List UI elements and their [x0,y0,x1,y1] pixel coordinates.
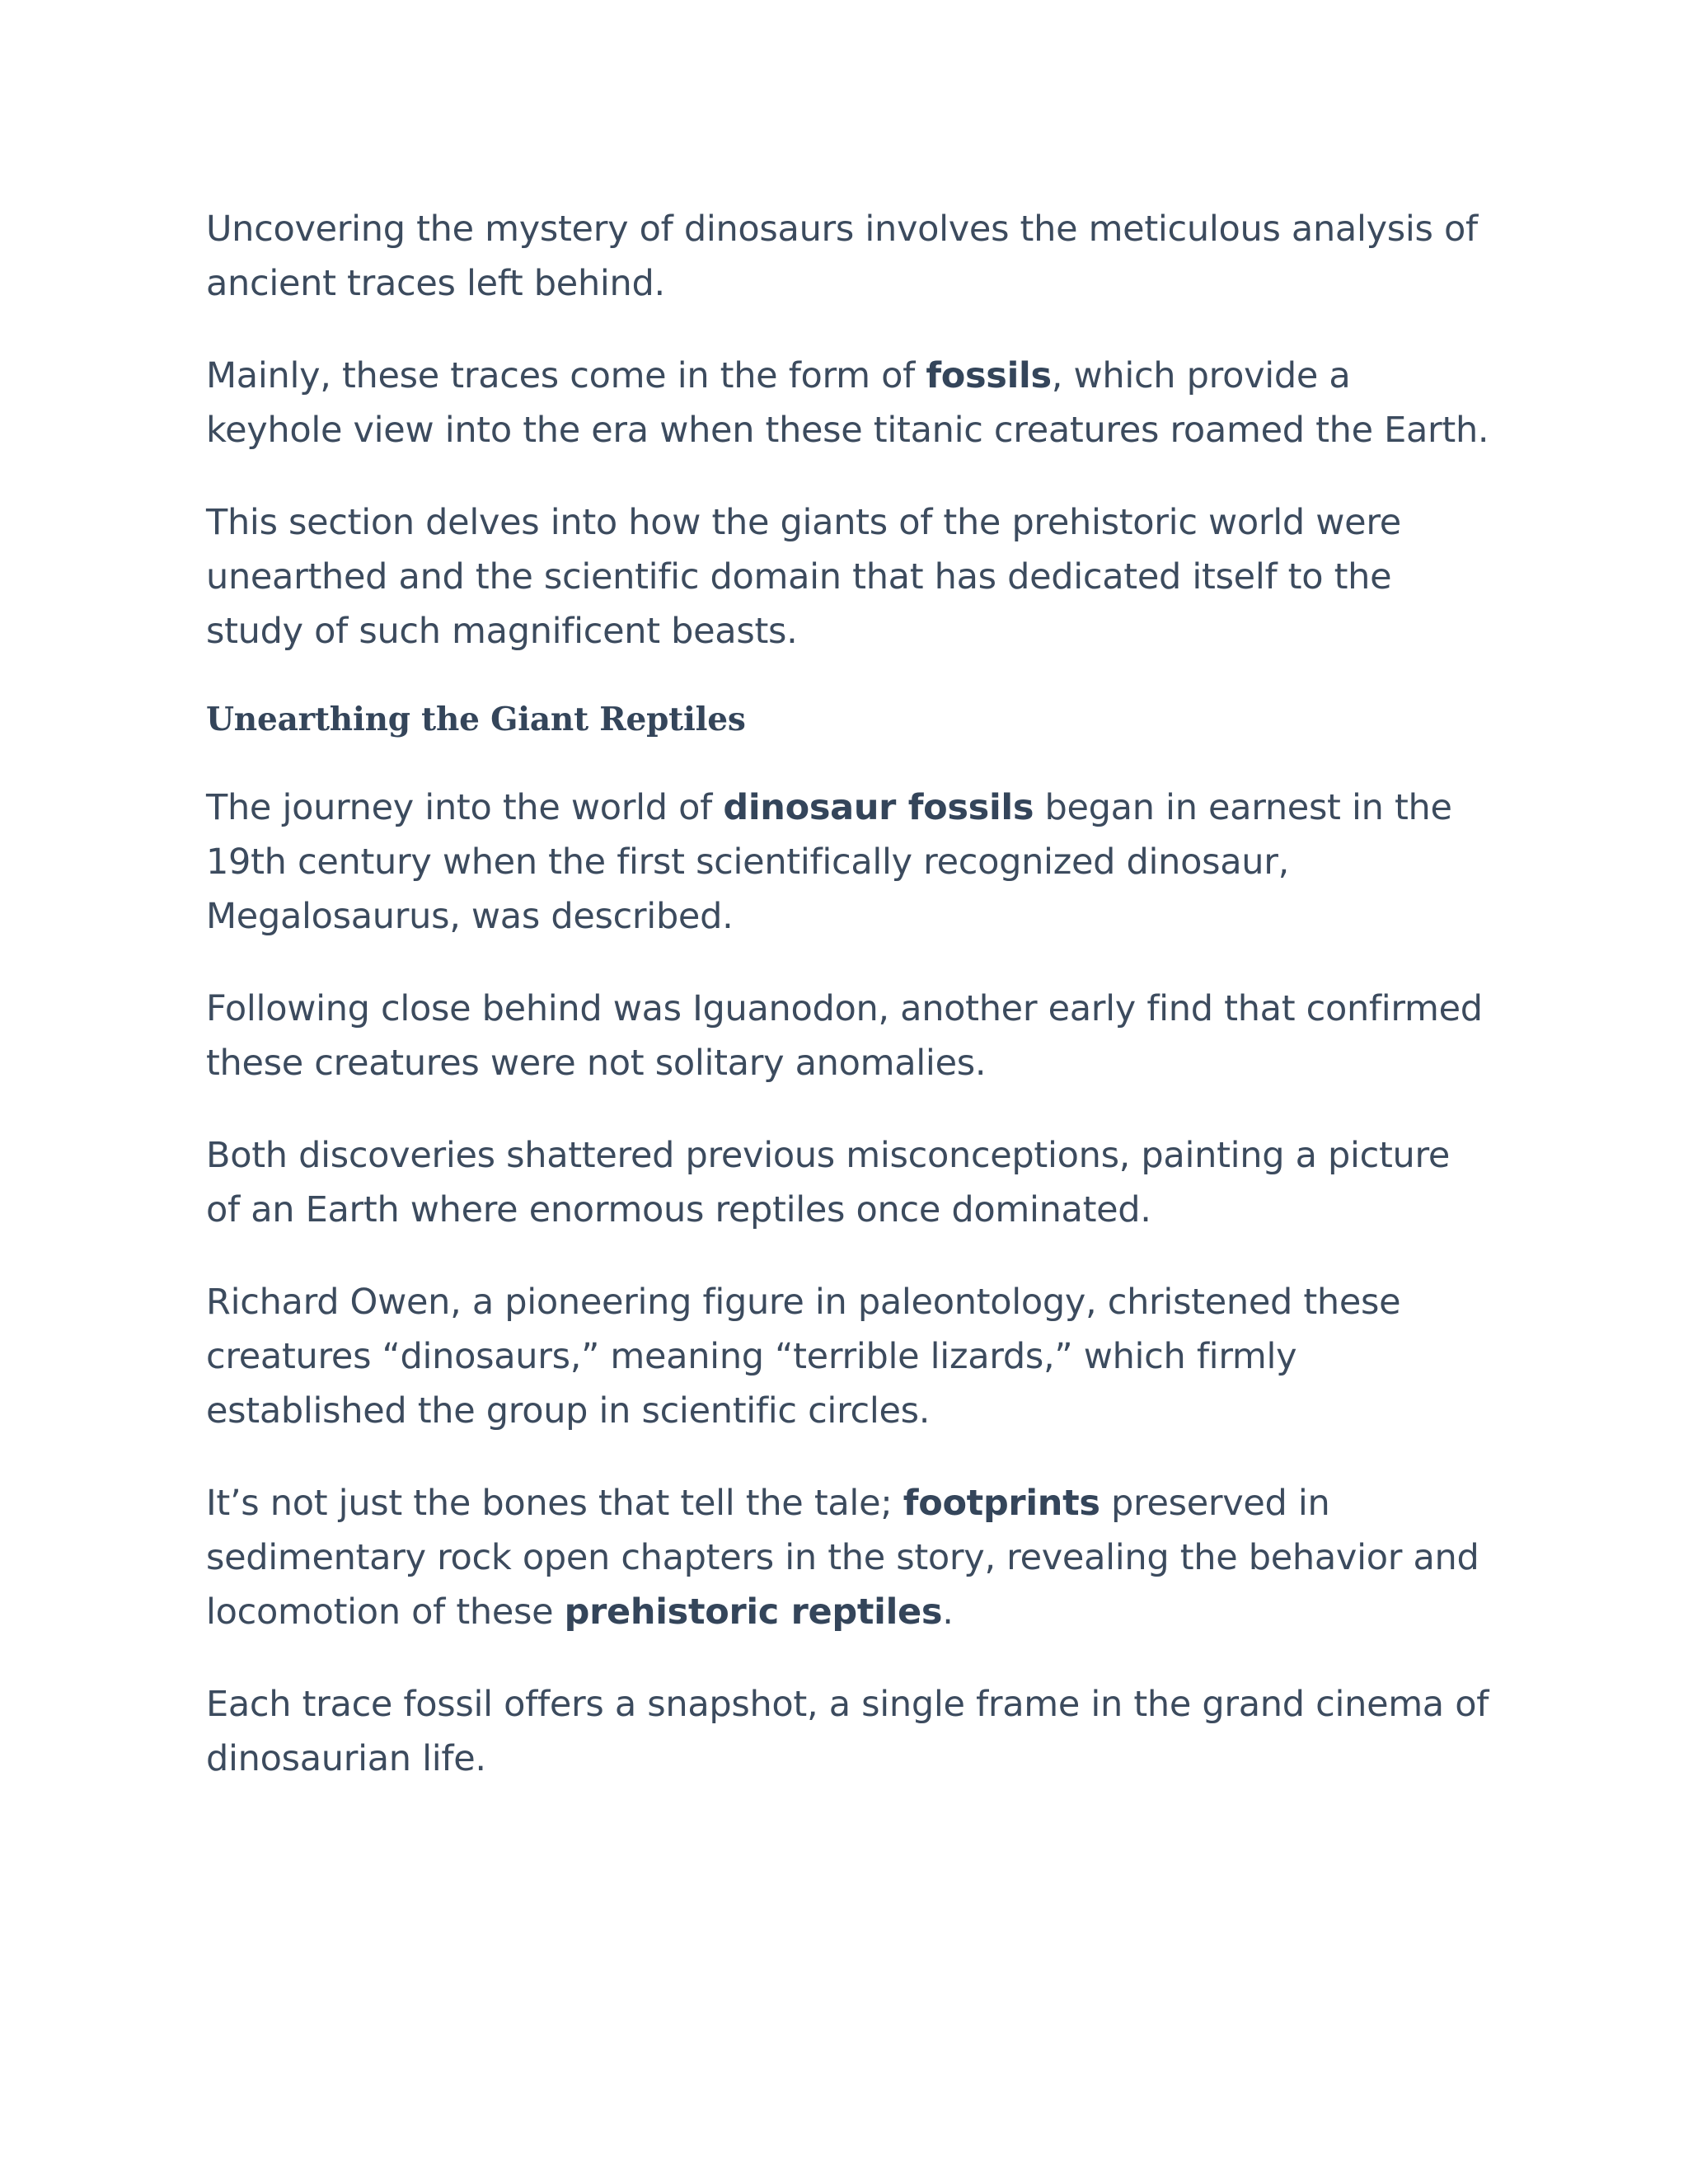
text-run: Richard Owen, a pioneering figure in paleontology, christened these creatures “dinosaurs,” meaning “terrible lizards,” which firmly established the group in scientific circles. [206,1282,1401,1432]
text-run: Each trace fossil offers a snapshot, a single frame in the grand cinema of dinosaurian life. [206,1684,1489,1779]
paragraph-section-2 [206,982,1492,1090]
bold-term-prehistoric-reptiles: prehistoric reptiles [564,1591,943,1633]
paragraph-intro-1 [206,202,1492,311]
text-run: Uncovering the mystery of dinosaurs involves the meticulous analysis of ancient traces left behind. [206,209,1478,304]
text-run: Both discoveries shattered previous misconceptions, painting a picture of an Earth where enormous reptiles once dominated. [206,1135,1451,1230]
bold-term-fossils: fossils [926,355,1052,396]
paragraph-section-3 [206,1128,1492,1237]
document-body [206,202,1492,1824]
text-run: began in earnest in the 19th century when the first scientifically recognized dinosaur, Megalosaurus, was described. [206,787,1452,937]
text-run: Following close behind was Iguanodon, another early find that confirmed these creatures were not solitary anomalies. [206,988,1483,1084]
text-run: It’s not just the bones that tell the tale; [206,1483,903,1524]
section-heading: Unearthing the Giant Reptiles [206,701,746,738]
text-run: This section delves into how the giants of the prehistoric world were unearthed and the scientific domain that has dedicated itself to the study of such magnificent beasts. [206,502,1401,652]
text-run: , which provide a keyhole view into the era when these titanic creatures roamed the Earth. [206,355,1489,451]
paragraph-intro-2 [206,349,1492,457]
paragraph-section-1 [206,780,1492,944]
text-run: . [942,1591,954,1633]
text-run: Mainly, these traces come in the form of [206,355,926,396]
paragraph-section-6 [206,1677,1492,1786]
bold-term-footprints: footprints [903,1483,1100,1524]
text-run: preserved in sedimentary rock open chapters in the story, revealing the behavior and locomotion of these [206,1483,1479,1633]
bold-term-dinosaur-fossils: dinosaur fossils [723,787,1034,828]
paragraph-section-5 [206,1476,1492,1639]
paragraph-intro-3 [206,495,1492,658]
text-run: The journey into the world of [206,787,724,828]
paragraph-section-4 [206,1275,1492,1438]
